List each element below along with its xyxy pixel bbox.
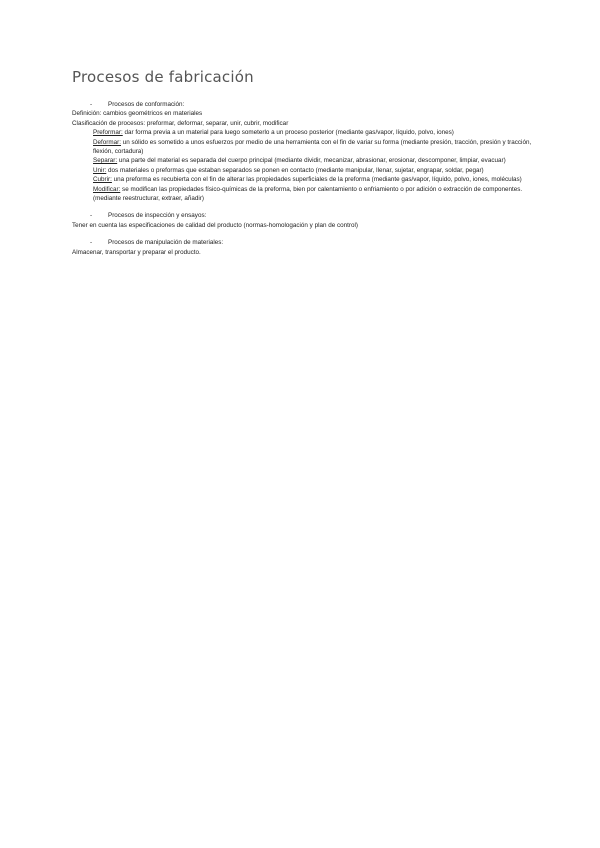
page-title: Procesos de fabricación: [72, 68, 254, 86]
term-label: Separar:: [93, 157, 118, 165]
definition-item-deformar: [72, 138, 532, 157]
term-description: una parte del material es separada del cuerpo principal (mediante dividir, mecanizar, abrasionar, erosionar, descomponer, limpiar, evacuar): [117, 157, 506, 165]
term-description: se modifican las propiedades físico-químicas de la preforma, bien por calentamiento o enfriamiento o por adición o extracción de componentes. (mediante reestructurar, extraer, añadir): [93, 185, 523, 203]
term-description: dos materiales o preformas que estaban separados se ponen en contacto (mediante manipular, llenar, sujetar, engrapar, soldar, pegar): [106, 166, 484, 174]
document-body: [72, 100, 532, 257]
definition-item-cubrir: [72, 175, 532, 184]
term-label: Preformar:: [93, 129, 123, 137]
definition-item-preformar: [72, 128, 532, 137]
term-label: Modificar:: [93, 185, 121, 193]
section-heading-conformacion: [72, 100, 532, 109]
term-description: dar forma previa a un material para luego someterlo a un proceso posterior (mediante gas/vapor, líquido, polvo, iones): [122, 129, 454, 137]
term-description: una preforma es recubierta con el fin de alterar las propiedades superficiales de la preforma (mediante gas/vapor, líquido, polvo, iones, moléculas): [111, 176, 522, 184]
section-heading-text: Procesos de conformación:: [108, 101, 185, 108]
section-heading-text: Procesos de manipulación de materiales:: [108, 239, 224, 247]
section-heading-inspeccion: [72, 211, 532, 220]
term-description: un sólido es sometido a unos esfuerzos por medio de una herramienta con el fin de variar su forma (mediante presión, tracción, presión y tracción, flexión, cortadura): [93, 138, 532, 156]
definition-item-modificar: [72, 185, 532, 204]
section-heading-text: Procesos de inspección y ensayos:: [108, 212, 207, 220]
section-text: Almacenar, transportar y preparar el producto.: [72, 248, 201, 256]
section-heading-manipulacion: [72, 238, 532, 247]
definition-item-unir: [72, 166, 532, 175]
bullet-dash: -: [90, 212, 93, 220]
section-text: Tener en cuenta las especificaciones de calidad del producto (normas-homologación y plan de control): [72, 221, 358, 229]
definition-line: Definición: cambios geométricos en materiales: [72, 110, 203, 118]
term-label: Unir:: [93, 166, 107, 174]
term-label: Deformar:: [93, 138, 121, 146]
bullet-dash: -: [90, 101, 93, 108]
definition-item-separar: [72, 156, 532, 165]
spacer: [72, 203, 532, 211]
bullet-dash: -: [90, 239, 93, 247]
classification-line: Clasificación de procesos: preformar, deformar, separar, unir, cubrir, modificar: [72, 119, 289, 127]
spacer: [72, 230, 532, 238]
term-label: Cubrir:: [93, 176, 112, 184]
